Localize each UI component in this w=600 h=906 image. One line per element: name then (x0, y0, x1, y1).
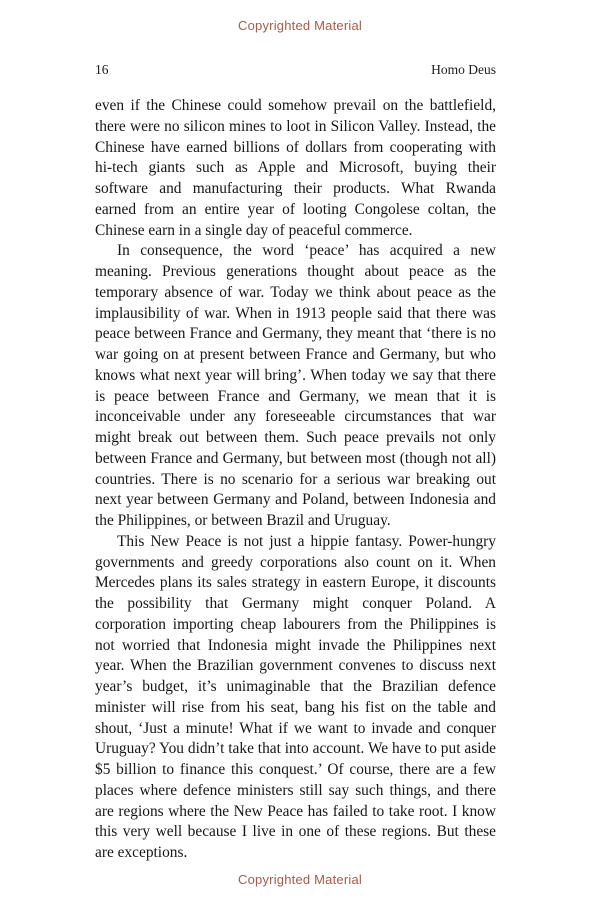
copyright-notice-bottom: Copyrighted Material (238, 872, 362, 887)
copyright-notice-top: Copyrighted Material (238, 18, 362, 33)
page-number: 16 (95, 62, 109, 77)
page-body-text (95, 96, 496, 864)
paragraph: In consequence, the word ‘peace’ has acquired a new meaning. Previous generations thought about peace as the temporary absence of war. Today we think about peace as the implausibility of war. When in 1913 people said that there was peace between France and Germany, they meant that ‘there is no war going on at present between France and Germany, but who knows what next year will bring’. When today we say that there is peace between France and Germany, we mean that it is inconceivable under any foreseeable circumstances that war might break out between them. Such peace prevails not only between France and Germany, but between most (though not all) countries. There is no scenario for a serious war breaking out next year between Germany and Poland, between Indonesia and the Philippines, or between Brazil and Uruguay. (95, 242, 496, 529)
running-header-title: Homo Deus (431, 62, 496, 77)
paragraph: This New Peace is not just a hippie fantasy. Power-hungry governments and greedy corporations also count on it. When Mercedes plans its sales strategy in eastern Europe, it discounts the possibility that Germany might conquer Poland. A corporation importing cheap labourers from the Philippines is not worried that Indonesia might invade the Philippines next year. When the Brazilian government convenes to discuss next year’s budget, it’s unimaginable that the Brazilian defence minister will rise from his seat, bang his fist on the table and shout, ‘Just a minute! What if we want to invade and conquer Uruguay? You didn’t take that into account. We have to put aside $5 billion to finance this conquest.’ Of course, there are a few places where defence ministers still say such things, and there are regions where the New Peace has failed to take root. I know this very well because I live in one of these regions. But these are exceptions. (95, 532, 496, 861)
paragraph: even if the Chinese could somehow prevail on the battlefield, there were no silicon mines to loot in Silicon Valley. Instead, the Chinese have earned billions of dollars from cooperating with hi-tech giants such as Apple and Microsoft, buying their software and manufacturing their products. What Rwanda earned from an entire year of looting Congolese coltan, the Chinese earn in a single day of peaceful commerce. (95, 97, 496, 239)
running-header (95, 62, 496, 78)
